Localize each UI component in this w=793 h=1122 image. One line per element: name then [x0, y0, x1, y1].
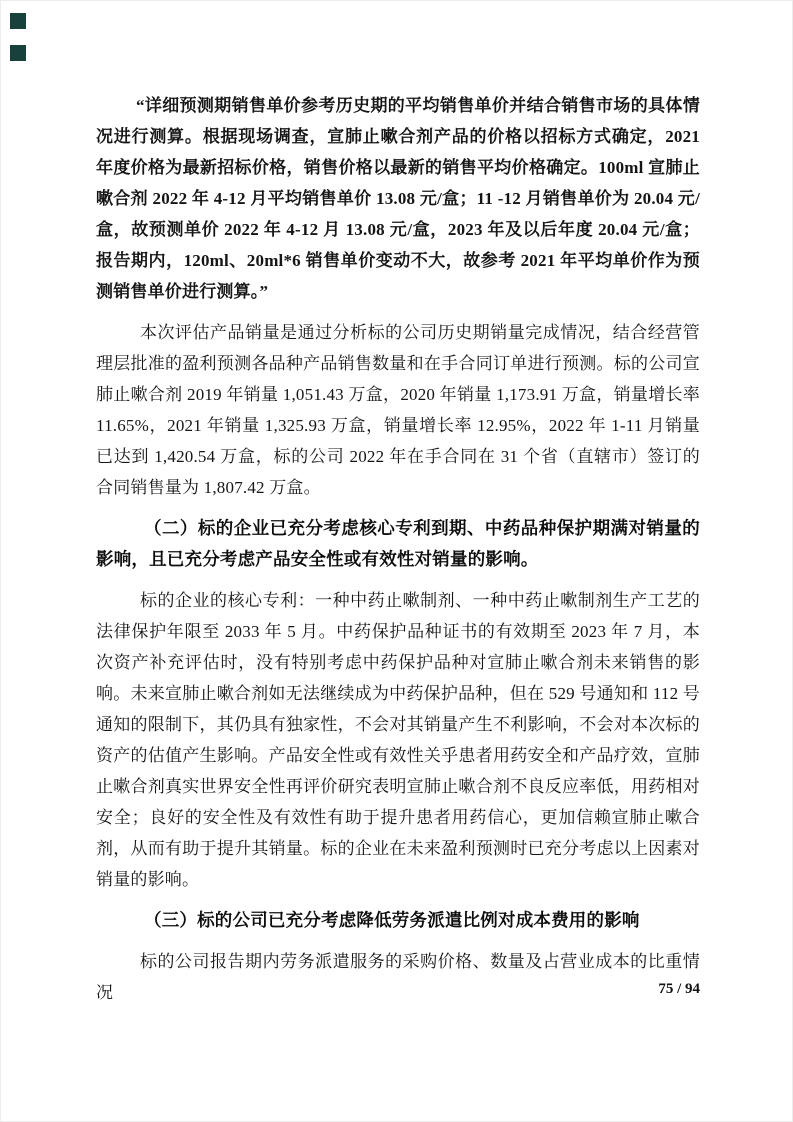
- paragraph-labor-dispatch: 标的公司报告期内劳务派遣服务的采购价格、数量及占营业成本的比重情况: [96, 952, 700, 1002]
- quote-paragraph-pricing: “详细预测期销售单价参考历史期的平均销售单价并结合销售市场的具体情况进行测算。根据现场调查，宣肺止嗽合剂产品的价格以招标方式确定，2021 年度价格为最新招标价格，销售价格以最新的销售平均价格确定。100ml 宣肺止嗽合剂 2022 年 4-12 月平均销售单价 13.08 元/盒；11 -12 月销售单价为 20.04 元/盒，故预测单价 2022 年 4-12 月 13.08 元/盒，2023 年及以后年度 20.04 元/盒；报告期内，120ml、20ml*6 销售单价变动不大，故参考 2021 年平均单价作为预测销售单价进行测算。”: [96, 96, 700, 301]
- paragraph-sales-volume: 本次评估产品销量是通过分析标的公司历史期销量完成情况，结合经营管理层批准的盈利预测各品种产品销售数量和在手合同订单进行预测。标的公司宣肺止嗽合剂 2019 年销量 1,051.43 万盒，2020 年销量 1,173.91 万盒，销量增长率 11.65%，2021 年销量 1,325.93 万盒，销量增长率 12.95%，2022 年 1-11 月销量已达到 1,420.54 万盒，标的公司 2022 年在手合同在 31 个省（直辖市）签订的合同销售量为 1,807.42 万盒。: [96, 323, 700, 497]
- corner-mark-top: [10, 13, 26, 29]
- heading-section-2: （二）标的企业已充分考虑核心专利到期、中药品种保护期满对销量的影响，且已充分考虑产品安全性或有效性对销量的影响。: [96, 518, 700, 569]
- page-body: [96, 90, 700, 1008]
- heading-section-3: （三）标的公司已充分考虑降低劳务派遣比例对成本费用的影响: [144, 910, 640, 930]
- page-number: 75 / 94: [658, 981, 700, 997]
- corner-mark-bottom: [10, 45, 26, 61]
- paragraph-patent-protection: 标的企业的核心专利：一种中药止嗽制剂、一种中药止嗽制剂生产工艺的法律保护年限至 2033 年 5 月。中药保护品种证书的有效期至 2023 年 7 月，本次资产补充评估时，没有特别考虑中药保护品种对宣肺止嗽合剂未来销售的影响。未来宣肺止嗽合剂如无法继续成为中药保护品种，但在 529 号通知和 112 号通知的限制下，其仍具有独家性，不会对其销量产生不利影响，不会对本次标的资产的估值产生影响。产品安全性或有效性关乎患者用药安全和产品疗效，宣肺止嗽合剂真实世界安全性再评价研究表明宣肺止嗽合剂不良反应率低，用药相对安全；良好的安全性及有效性有助于提升患者用药信心，更加信赖宣肺止嗽合剂，从而有助于提升其销量。标的企业在未来盈利预测时已充分考虑以上因素对销量的影响。: [96, 591, 700, 889]
